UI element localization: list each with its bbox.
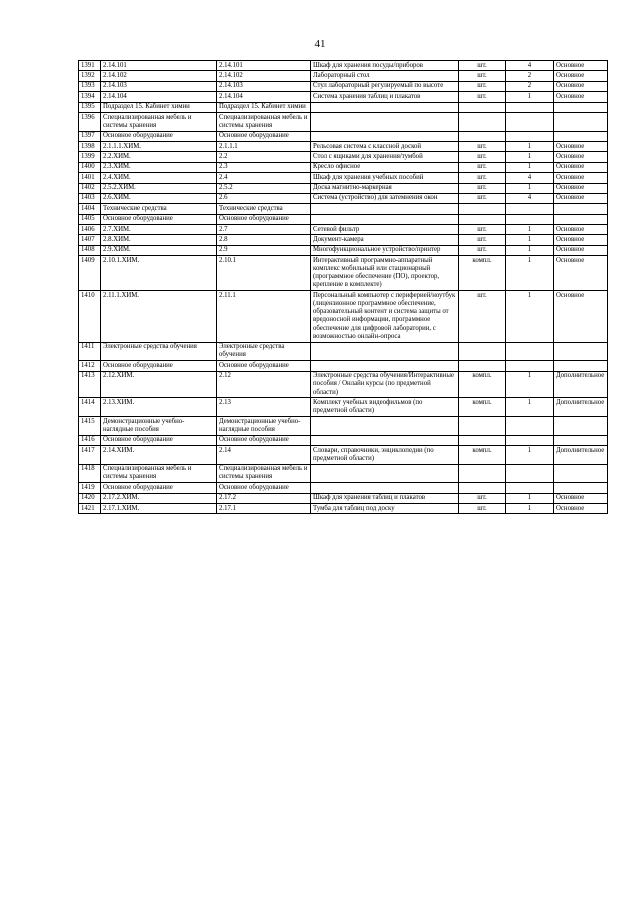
section-cell: 2.6 xyxy=(217,193,311,203)
code-cell: 2.11.1.ХИМ. xyxy=(101,291,217,342)
quantity-cell: 2 xyxy=(506,71,554,81)
code-cell: 2.13.ХИМ. xyxy=(101,398,217,417)
quantity-cell: 1 xyxy=(506,235,554,245)
name-cell: Шкаф для хранения таблиц и плакатов xyxy=(311,493,459,503)
quantity-cell: 1 xyxy=(506,141,554,151)
quantity-cell: 1 xyxy=(506,183,554,193)
section-cell: 2.3 xyxy=(217,162,311,172)
quantity-cell xyxy=(506,131,554,141)
equipment-type-cell xyxy=(554,464,608,483)
unit-cell: шт. xyxy=(459,225,506,235)
unit-cell: шт. xyxy=(459,183,506,193)
equipment-type-cell: Основное xyxy=(554,493,608,503)
section-cell: 2.14.102 xyxy=(217,71,311,81)
section-cell: Технические средства xyxy=(217,204,311,214)
table-row xyxy=(79,183,608,193)
equipment-type-cell xyxy=(554,204,608,214)
section-cell: 2.14.104 xyxy=(217,92,311,102)
unit-cell xyxy=(459,112,506,131)
unit-cell xyxy=(459,102,506,112)
row-number-cell: 1415 xyxy=(79,417,101,436)
quantity-cell xyxy=(506,102,554,112)
unit-cell xyxy=(459,417,506,436)
section-cell: 2.11.1 xyxy=(217,291,311,342)
name-cell xyxy=(311,102,459,112)
unit-cell: шт. xyxy=(459,493,506,503)
equipment-type-cell: Дополнительное xyxy=(554,398,608,417)
name-cell: Шкаф для хранения учебных пособий xyxy=(311,173,459,183)
unit-cell: шт. xyxy=(459,92,506,102)
row-number-cell: 1411 xyxy=(79,342,101,361)
code-cell: 2.7.ХИМ. xyxy=(101,225,217,235)
row-number-cell: 1408 xyxy=(79,245,101,255)
equipment-type-cell: Основное xyxy=(554,235,608,245)
section-cell: Демонстрационные учебно-наглядные пособия xyxy=(217,417,311,436)
name-cell: Персональный компьютер с периферией/ноутбук (лицензионное программное обеспечение, образовательный контент и система защиты от вредоносной информации, программное обеспечение для цифровой лаборатории, с возможностью онлайн-опроса xyxy=(311,291,459,342)
equipment-type-cell: Дополнительное xyxy=(554,446,608,465)
unit-cell xyxy=(459,435,506,445)
section-cell: 2.14.101 xyxy=(217,61,311,71)
name-cell: Электронные средства обучения/Интерактивные пособия / Онлайн курсы (по предметной области) xyxy=(311,371,459,398)
row-number-cell: 1417 xyxy=(79,446,101,465)
table-row xyxy=(79,435,608,445)
section-cell: Основное оборудование xyxy=(217,131,311,141)
table-row xyxy=(79,162,608,172)
name-cell: Тумба для таблиц под доску xyxy=(311,503,459,513)
section-cell: 2.9 xyxy=(217,245,311,255)
row-number-cell: 1396 xyxy=(79,112,101,131)
equipment-type-cell xyxy=(554,112,608,131)
quantity-cell xyxy=(506,342,554,361)
table-row xyxy=(79,361,608,371)
quantity-cell: 4 xyxy=(506,61,554,71)
name-cell: Словари, справочники, энциклопедии (по предметной области) xyxy=(311,446,459,465)
row-number-cell: 1401 xyxy=(79,173,101,183)
quantity-cell: 1 xyxy=(506,225,554,235)
name-cell xyxy=(311,112,459,131)
table-row xyxy=(79,112,608,131)
equipment-type-cell: Основное xyxy=(554,183,608,193)
table-row xyxy=(79,102,608,112)
section-cell: 2.7 xyxy=(217,225,311,235)
row-number-cell: 1406 xyxy=(79,225,101,235)
unit-cell xyxy=(459,342,506,361)
name-cell: Стул лабораторный регулируемый по высоте xyxy=(311,81,459,91)
equipment-type-cell: Основное xyxy=(554,92,608,102)
table-row xyxy=(79,131,608,141)
section-cell: 2.2 xyxy=(217,152,311,162)
row-number-cell: 1391 xyxy=(79,61,101,71)
quantity-cell xyxy=(506,214,554,224)
row-number-cell: 1414 xyxy=(79,398,101,417)
code-cell: 2.14.104 xyxy=(101,92,217,102)
row-number-cell: 1393 xyxy=(79,81,101,91)
quantity-cell: 4 xyxy=(506,173,554,183)
name-cell xyxy=(311,214,459,224)
table-row xyxy=(79,464,608,483)
name-cell: Комплект учебных видеофильмов (по предметной области) xyxy=(311,398,459,417)
unit-cell xyxy=(459,361,506,371)
section-cell: Основное оборудование xyxy=(217,435,311,445)
equipment-type-cell: Основное xyxy=(554,225,608,235)
table-row xyxy=(79,141,608,151)
code-cell: 2.17.1.ХИМ. xyxy=(101,503,217,513)
table-body xyxy=(79,61,608,514)
unit-cell xyxy=(459,131,506,141)
quantity-cell: 1 xyxy=(506,398,554,417)
quantity-cell: 4 xyxy=(506,193,554,203)
equipment-type-cell xyxy=(554,361,608,371)
table-row xyxy=(79,483,608,493)
unit-cell: шт. xyxy=(459,141,506,151)
unit-cell: шт. xyxy=(459,61,506,71)
row-number-cell: 1409 xyxy=(79,256,101,291)
name-cell: Интерактивный программно-аппаратный комплекс мобильный или стационарный (программное обеспечение (ПО), проектор, крепление в комплекте) xyxy=(311,256,459,291)
equipment-type-cell xyxy=(554,342,608,361)
code-cell: 2.10.1.ХИМ. xyxy=(101,256,217,291)
row-number-cell: 1418 xyxy=(79,464,101,483)
section-cell: Основное оборудование xyxy=(217,483,311,493)
code-cell: Основное оборудование xyxy=(101,483,217,493)
name-cell: Система хранения таблиц и плакатов xyxy=(311,92,459,102)
section-cell: 2.17.1 xyxy=(217,503,311,513)
table-row xyxy=(79,92,608,102)
quantity-cell xyxy=(506,112,554,131)
row-number-cell: 1421 xyxy=(79,503,101,513)
unit-cell: шт. xyxy=(459,152,506,162)
equipment-type-cell: Дополнительное xyxy=(554,371,608,398)
quantity-cell xyxy=(506,435,554,445)
equipment-type-cell: Основное xyxy=(554,162,608,172)
table-row xyxy=(79,503,608,513)
quantity-cell: 1 xyxy=(506,92,554,102)
equipment-type-cell: Основное xyxy=(554,291,608,342)
quantity-cell: 1 xyxy=(506,503,554,513)
quantity-cell: 1 xyxy=(506,152,554,162)
row-number-cell: 1394 xyxy=(79,92,101,102)
equipment-type-cell xyxy=(554,435,608,445)
row-number-cell: 1405 xyxy=(79,214,101,224)
name-cell xyxy=(311,417,459,436)
quantity-cell: 1 xyxy=(506,245,554,255)
row-number-cell: 1420 xyxy=(79,493,101,503)
table-row xyxy=(79,235,608,245)
equipment-type-cell: Основное xyxy=(554,256,608,291)
quantity-cell: 1 xyxy=(506,371,554,398)
code-cell: 2.12.ХИМ. xyxy=(101,371,217,398)
name-cell xyxy=(311,131,459,141)
equipment-type-cell xyxy=(554,102,608,112)
section-cell: 2.5.2 xyxy=(217,183,311,193)
name-cell: Кресло офисное xyxy=(311,162,459,172)
quantity-cell xyxy=(506,204,554,214)
name-cell: Документ-камера xyxy=(311,235,459,245)
section-cell: 2.1.1.1 xyxy=(217,141,311,151)
code-cell: Основное оборудование xyxy=(101,214,217,224)
equipment-type-cell: Основное xyxy=(554,61,608,71)
table-row xyxy=(79,446,608,465)
equipment-type-cell: Основное xyxy=(554,141,608,151)
unit-cell: шт. xyxy=(459,81,506,91)
row-number-cell: 1402 xyxy=(79,183,101,193)
table-row xyxy=(79,417,608,436)
equipment-type-cell xyxy=(554,417,608,436)
table-row xyxy=(79,342,608,361)
equipment-type-cell xyxy=(554,483,608,493)
unit-cell xyxy=(459,483,506,493)
code-cell: 2.14.ХИМ. xyxy=(101,446,217,465)
section-cell: 2.14.103 xyxy=(217,81,311,91)
quantity-cell xyxy=(506,361,554,371)
code-cell: Основное оборудование xyxy=(101,131,217,141)
table-row xyxy=(79,214,608,224)
unit-cell: компл. xyxy=(459,256,506,291)
name-cell xyxy=(311,464,459,483)
row-number-cell: 1410 xyxy=(79,291,101,342)
unit-cell: шт. xyxy=(459,503,506,513)
name-cell xyxy=(311,435,459,445)
quantity-cell: 1 xyxy=(506,291,554,342)
quantity-cell xyxy=(506,464,554,483)
table-row xyxy=(79,81,608,91)
table-row xyxy=(79,225,608,235)
table-row xyxy=(79,493,608,503)
quantity-cell xyxy=(506,417,554,436)
table-row xyxy=(79,291,608,342)
unit-cell: компл. xyxy=(459,446,506,465)
row-number-cell: 1413 xyxy=(79,371,101,398)
equipment-type-cell xyxy=(554,214,608,224)
unit-cell: шт. xyxy=(459,162,506,172)
section-cell: Специализированная мебель и системы хранения xyxy=(217,112,311,131)
table-row xyxy=(79,152,608,162)
unit-cell: компл. xyxy=(459,398,506,417)
table-row xyxy=(79,71,608,81)
name-cell: Рельсовая система с классной доской xyxy=(311,141,459,151)
row-number-cell: 1419 xyxy=(79,483,101,493)
quantity-cell: 1 xyxy=(506,446,554,465)
row-number-cell: 1412 xyxy=(79,361,101,371)
equipment-type-cell: Основное xyxy=(554,193,608,203)
section-cell: Электронные средства обучения xyxy=(217,342,311,361)
section-cell: Подраздел 15. Кабинет химии xyxy=(217,102,311,112)
code-cell: Электронные средства обучения xyxy=(101,342,217,361)
code-cell: 2.1.1.1.ХИМ. xyxy=(101,141,217,151)
quantity-cell: 1 xyxy=(506,493,554,503)
row-number-cell: 1395 xyxy=(79,102,101,112)
row-number-cell: 1397 xyxy=(79,131,101,141)
name-cell: Лабораторный стол xyxy=(311,71,459,81)
unit-cell: шт. xyxy=(459,71,506,81)
equipment-type-cell: Основное xyxy=(554,81,608,91)
code-cell: Технические средства xyxy=(101,204,217,214)
code-cell: 2.3.ХИМ. xyxy=(101,162,217,172)
code-cell: 2.14.102 xyxy=(101,71,217,81)
name-cell xyxy=(311,361,459,371)
unit-cell: шт. xyxy=(459,173,506,183)
code-cell: Специализированная мебель и системы хранения xyxy=(101,112,217,131)
section-cell: 2.17.2 xyxy=(217,493,311,503)
section-cell: 2.10.1 xyxy=(217,256,311,291)
code-cell: 2.8.ХИМ. xyxy=(101,235,217,245)
code-cell: 2.6.ХИМ. xyxy=(101,193,217,203)
unit-cell: шт. xyxy=(459,235,506,245)
name-cell xyxy=(311,483,459,493)
section-cell: Основное оборудование xyxy=(217,361,311,371)
unit-cell: шт. xyxy=(459,291,506,342)
code-cell: 2.14.103 xyxy=(101,81,217,91)
unit-cell: шт. xyxy=(459,245,506,255)
code-cell: Основное оборудование xyxy=(101,435,217,445)
section-cell: 2.12 xyxy=(217,371,311,398)
quantity-cell: 1 xyxy=(506,256,554,291)
code-cell: Подраздел 15. Кабинет химии xyxy=(101,102,217,112)
row-number-cell: 1399 xyxy=(79,152,101,162)
code-cell: 2.2.ХИМ. xyxy=(101,152,217,162)
row-number-cell: 1398 xyxy=(79,141,101,151)
name-cell: Сетевой фильтр xyxy=(311,225,459,235)
unit-cell: компл. xyxy=(459,371,506,398)
section-cell: 2.4 xyxy=(217,173,311,183)
table-row xyxy=(79,371,608,398)
table-row xyxy=(79,193,608,203)
code-cell: 2.4.ХИМ. xyxy=(101,173,217,183)
name-cell: Доска магнитно-маркерная xyxy=(311,183,459,193)
name-cell: Система (устройство) для затемнения окон xyxy=(311,193,459,203)
unit-cell: шт. xyxy=(459,193,506,203)
unit-cell xyxy=(459,464,506,483)
row-number-cell: 1407 xyxy=(79,235,101,245)
equipment-type-cell: Основное xyxy=(554,245,608,255)
row-number-cell: 1403 xyxy=(79,193,101,203)
name-cell: Стол с ящиками для хранения/тумбой xyxy=(311,152,459,162)
name-cell: Многофункциональное устройство/принтер xyxy=(311,245,459,255)
quantity-cell xyxy=(506,483,554,493)
table-row xyxy=(79,204,608,214)
table-row xyxy=(79,256,608,291)
unit-cell xyxy=(459,214,506,224)
equipment-type-cell xyxy=(554,131,608,141)
equipment-type-cell: Основное xyxy=(554,503,608,513)
code-cell: Демонстрационные учебно-наглядные пособия xyxy=(101,417,217,436)
quantity-cell: 1 xyxy=(506,162,554,172)
row-number-cell: 1400 xyxy=(79,162,101,172)
table-row xyxy=(79,61,608,71)
section-cell: 2.8 xyxy=(217,235,311,245)
name-cell xyxy=(311,342,459,361)
unit-cell xyxy=(459,204,506,214)
code-cell: 2.17.2.ХИМ. xyxy=(101,493,217,503)
row-number-cell: 1416 xyxy=(79,435,101,445)
table-row xyxy=(79,398,608,417)
equipment-type-cell: Основное xyxy=(554,71,608,81)
quantity-cell: 2 xyxy=(506,81,554,91)
table-row xyxy=(79,245,608,255)
name-cell xyxy=(311,204,459,214)
code-cell: 2.9.ХИМ. xyxy=(101,245,217,255)
section-cell: Основное оборудование xyxy=(217,214,311,224)
section-cell: Специализированная мебель и системы хранения xyxy=(217,464,311,483)
equipment-table xyxy=(78,60,608,514)
section-cell: 2.14 xyxy=(217,446,311,465)
code-cell: 2.14.101 xyxy=(101,61,217,71)
code-cell: Основное оборудование xyxy=(101,361,217,371)
table-row xyxy=(79,173,608,183)
row-number-cell: 1404 xyxy=(79,204,101,214)
page-number: 41 xyxy=(314,38,326,50)
equipment-type-cell: Основное xyxy=(554,152,608,162)
code-cell: Специализированная мебель и системы хранения xyxy=(101,464,217,483)
code-cell: 2.5.2.ХИМ. xyxy=(101,183,217,193)
row-number-cell: 1392 xyxy=(79,71,101,81)
section-cell: 2.13 xyxy=(217,398,311,417)
equipment-type-cell: Основное xyxy=(554,173,608,183)
name-cell: Шкаф для хранения посуды/приборов xyxy=(311,61,459,71)
